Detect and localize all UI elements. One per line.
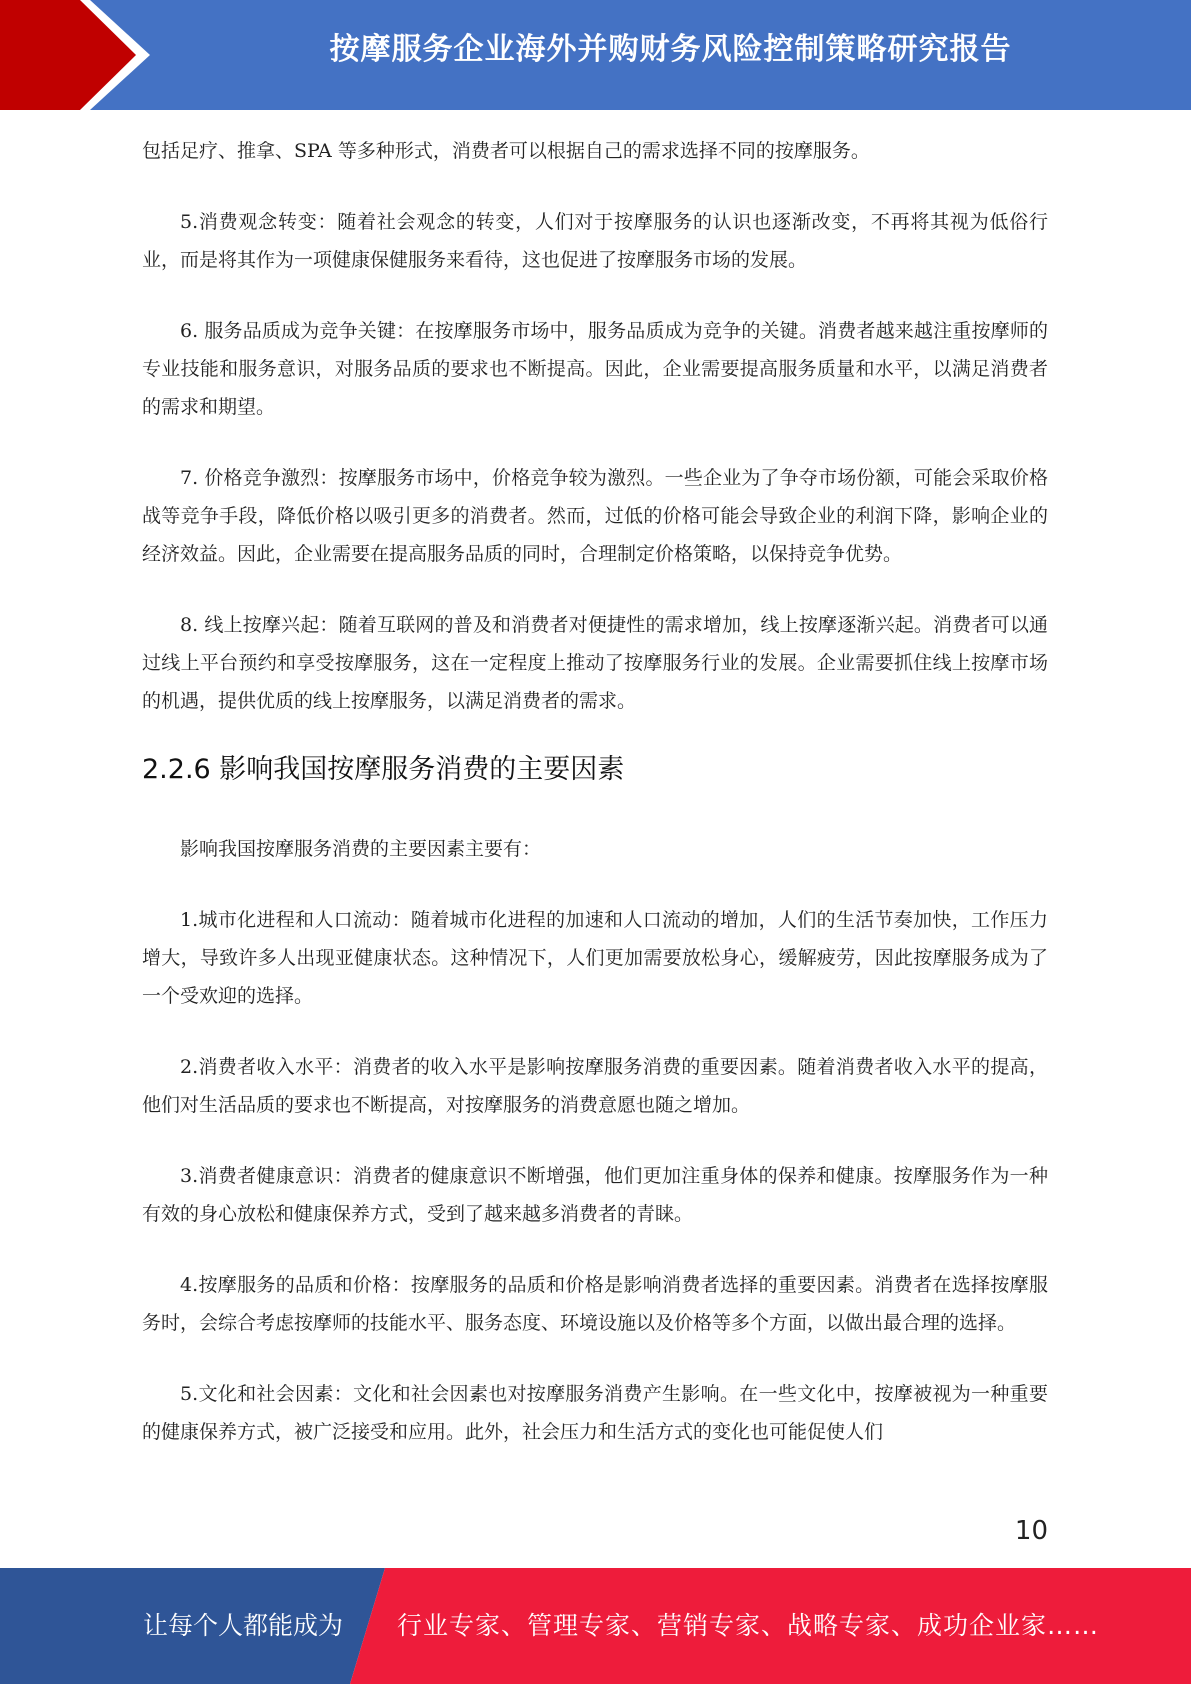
paragraph: 6. 服务品质成为竞争关键：在按摩服务市场中，服务品质成为竞争的关键。消费者越来越注重按摩师的专业技能和服务意识，对服务品质的要求也不断提高。因此，企业需要提高服务质量和水平，以满足消费者的需求和期望。 <box>142 320 1048 418</box>
header-arrow-decoration <box>0 0 150 110</box>
page-content <box>142 132 1048 1451</box>
paragraph: 5.文化和社会因素：文化和社会因素也对按摩服务消费产生影响。在一些文化中，按摩被视为一种重要的健康保养方式，被广泛接受和应用。此外，社会压力和生活方式的变化也可能促使人们 <box>142 1383 1048 1443</box>
page-footer <box>0 1568 1191 1684</box>
paragraph: 影响我国按摩服务消费的主要因素主要有： <box>180 838 542 860</box>
footer-slogan-left: 让每个人都能成为 <box>143 1611 344 1640</box>
paragraph: 5.消费观念转变：随着社会观念的转变，人们对于按摩服务的认识也逐渐改变，不再将其视为低俗行业，而是将其作为一项健康保健服务来看待，这也促进了按摩服务市场的发展。 <box>142 211 1048 271</box>
paragraph: 7. 价格竞争激烈：按摩服务市场中，价格竞争较为激烈。一些企业为了争夺市场份额，可能会采取价格战等竞争手段，降低价格以吸引更多的消费者。然而，过低的价格可能会导致企业的利润下降，影响企业的经济效益。因此，企业需要在提高服务品质的同时，合理制定价格策略，以保持竞争优势。 <box>142 467 1048 565</box>
paragraph: 2.消费者收入水平：消费者的收入水平是影响按摩服务消费的重要因素。随着消费者收入水平的提高，他们对生活品质的要求也不断提高，对按摩服务的消费意愿也随之增加。 <box>142 1056 1048 1116</box>
report-title: 按摩服务企业海外并购财务风险控制策略研究报告 <box>329 32 1012 67</box>
paragraph: 1.城市化进程和人口流动：随着城市化进程的加速和人口流动的增加，人们的生活节奏加快，工作压力增大，导致许多人出现亚健康状态。这种情况下，人们更加需要放松身心，缓解疲劳，因此按摩服务成为了一个受欢迎的选择。 <box>142 909 1048 1007</box>
section-heading: 2.2.6 影响我国按摩服务消费的主要因素 <box>142 754 625 785</box>
footer-slogan-right: 行业专家、管理专家、营销专家、战略专家、成功企业家…… <box>397 1611 1100 1640</box>
page-header <box>0 0 1191 110</box>
paragraph: 8. 线上按摩兴起：随着互联网的普及和消费者对便捷性的需求增加，线上按摩逐渐兴起。消费者可以通过线上平台预约和享受按摩服务，这在一定程度上推动了按摩服务行业的发展。企业需要抓住线上按摩市场的机遇，提供优质的线上按摩服务，以满足消费者的需求。 <box>142 614 1048 712</box>
page-number: 10 <box>1014 1516 1048 1546</box>
paragraph: 包括足疗、推拿、SPA 等多种形式，消费者可以根据自己的需求选择不同的按摩服务。 <box>142 140 870 162</box>
paragraph: 3.消费者健康意识：消费者的健康意识不断增强，他们更加注重身体的保养和健康。按摩服务作为一种有效的身心放松和健康保养方式，受到了越来越多消费者的青睐。 <box>142 1165 1048 1225</box>
paragraph: 4.按摩服务的品质和价格：按摩服务的品质和价格是影响消费者选择的重要因素。消费者在选择按摩服务时，会综合考虑按摩师的技能水平、服务态度、环境设施以及价格等多个方面，以做出最合理的选择。 <box>142 1274 1048 1334</box>
